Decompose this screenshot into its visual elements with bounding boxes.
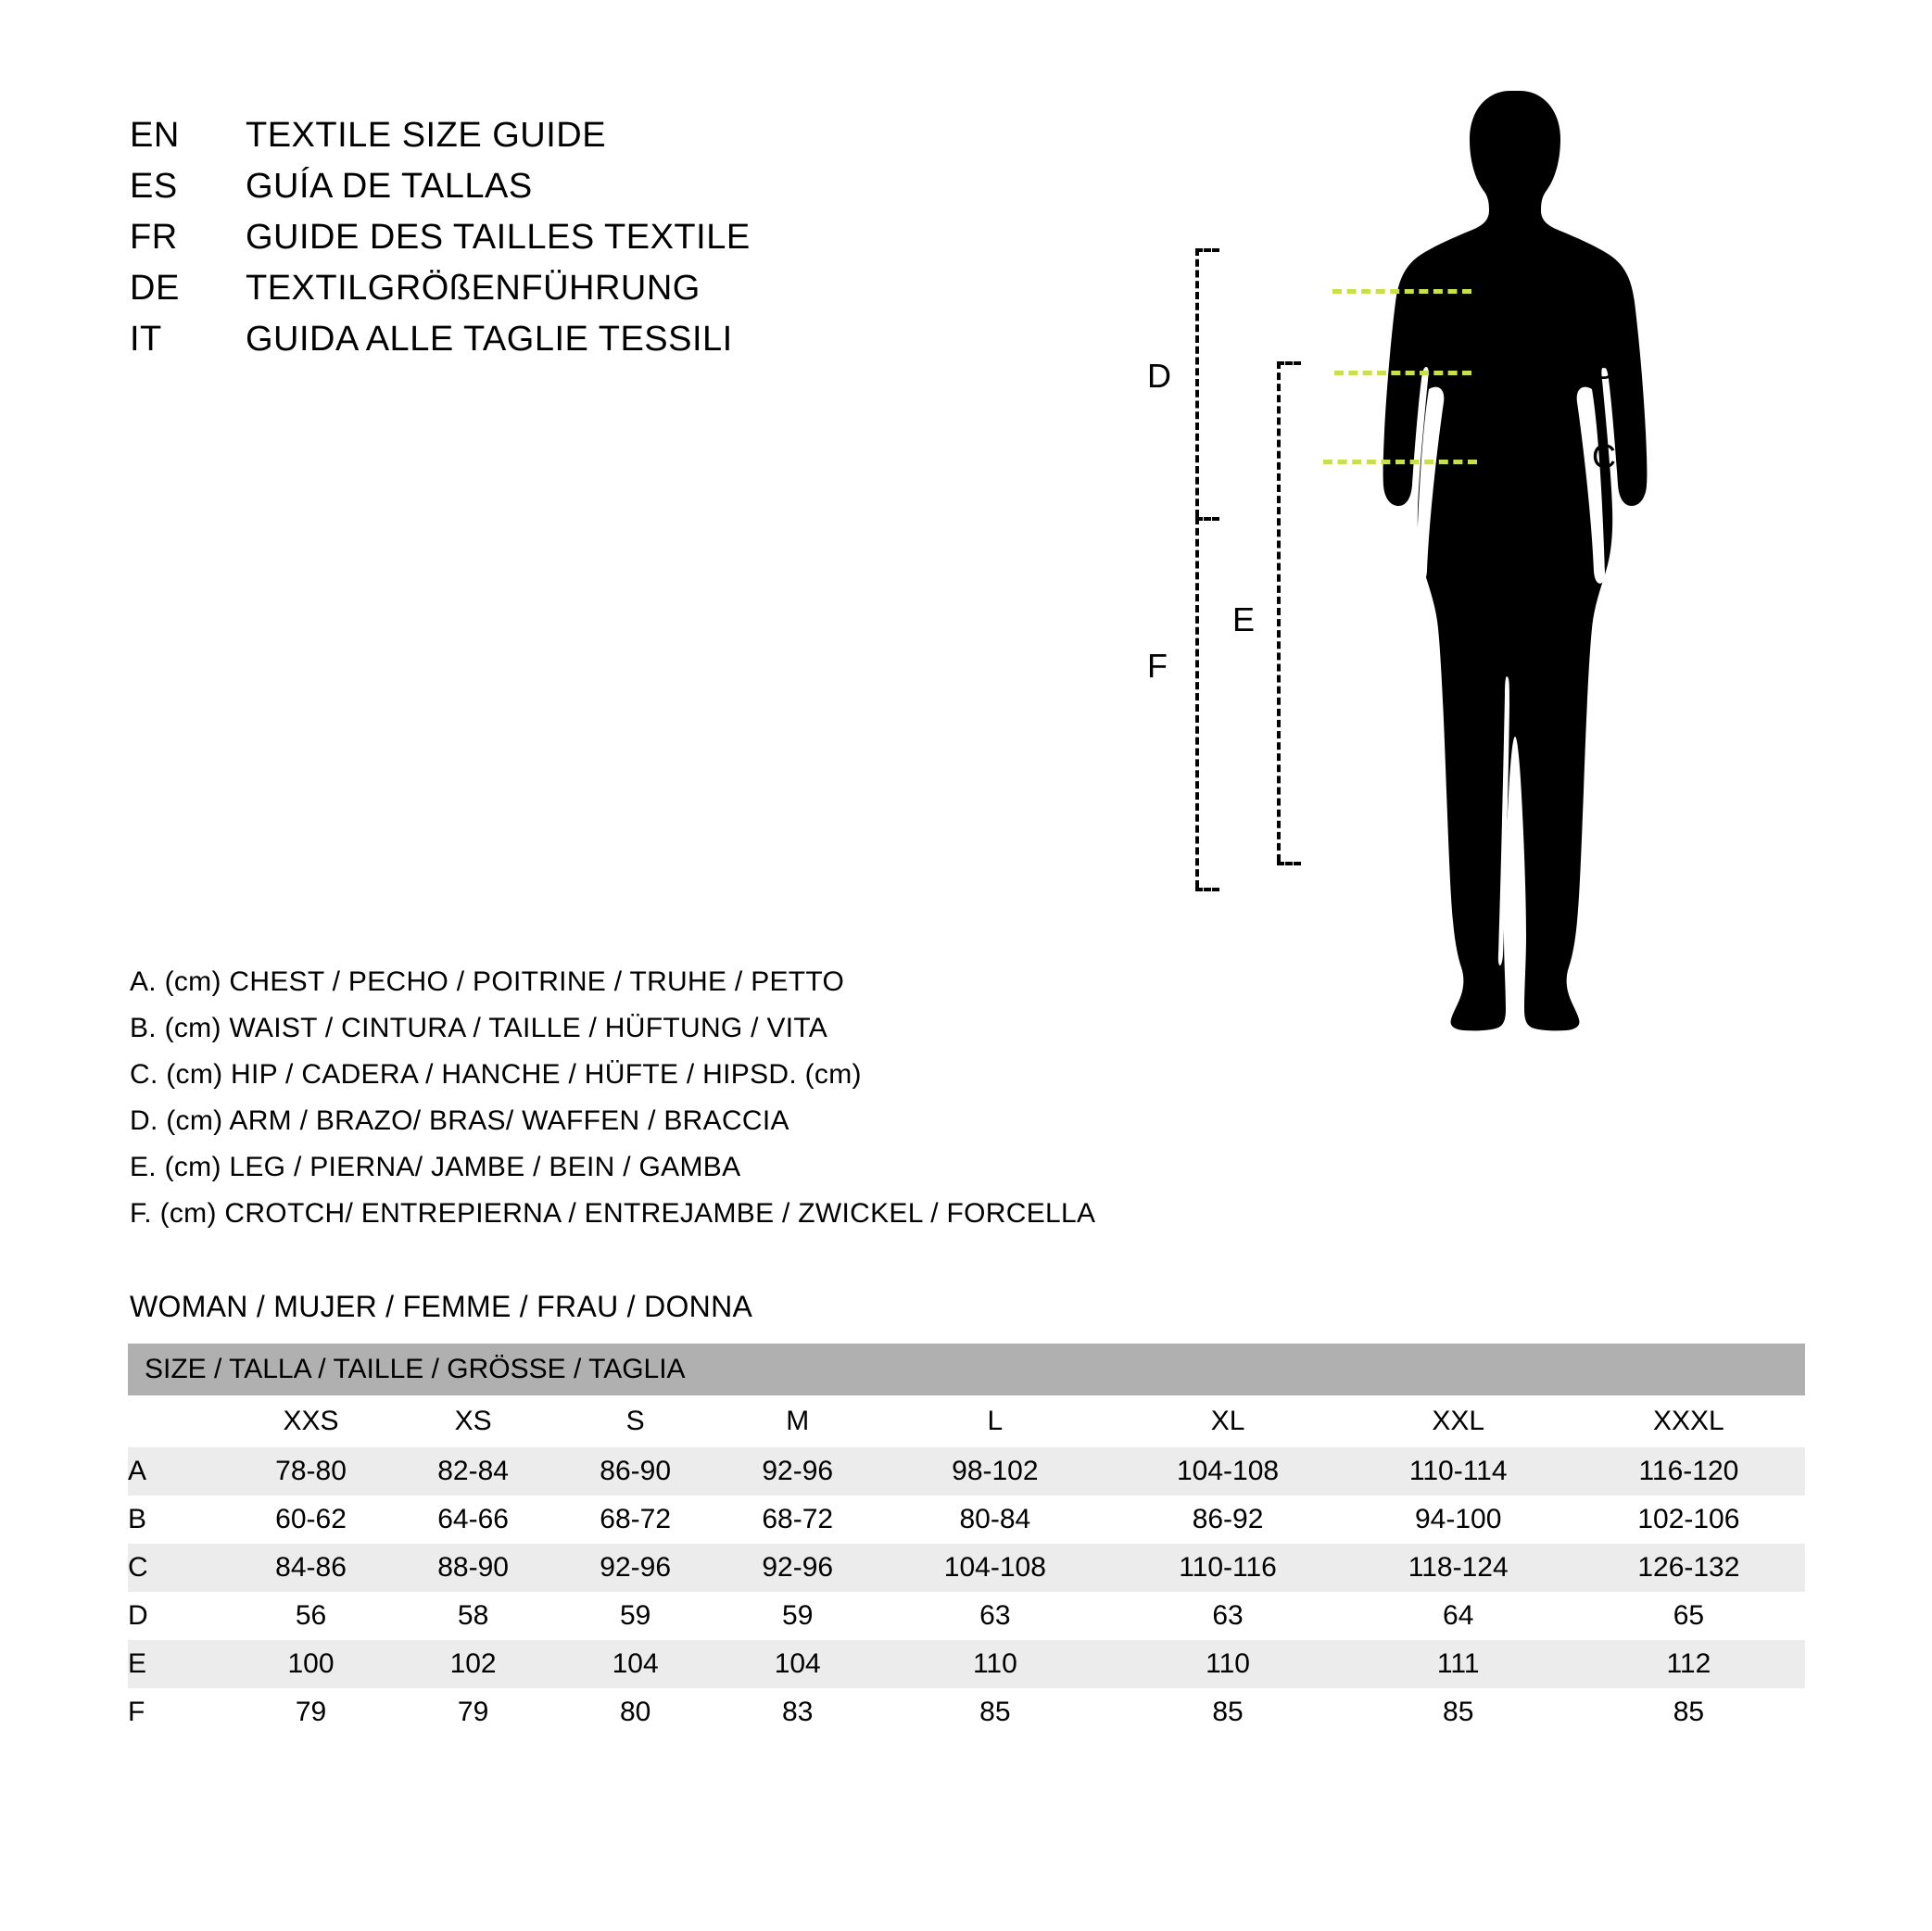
waist-measure-line	[1334, 371, 1471, 375]
language-row	[130, 269, 751, 320]
cell: 65	[1572, 1592, 1805, 1640]
cell: 58	[392, 1592, 554, 1640]
cell: 104	[716, 1640, 878, 1688]
legend-block	[130, 959, 1095, 1237]
cell: 118-124	[1345, 1544, 1572, 1592]
cell: 112	[1572, 1640, 1805, 1688]
table-sizes-row	[128, 1395, 1805, 1447]
cell: 63	[878, 1592, 1111, 1640]
cell: 80-84	[878, 1496, 1111, 1544]
cell: 84-86	[230, 1544, 392, 1592]
legend-item-f: F. (cm) CROTCH/ ENTREPIERNA / ENTREJAMBE / ZWICKEL / FORCELLA	[130, 1198, 1096, 1229]
cell: 110	[878, 1640, 1111, 1688]
cell: 116-120	[1572, 1447, 1805, 1496]
table-header-row	[128, 1344, 1805, 1395]
cell: 59	[716, 1592, 878, 1640]
language-title: GUÍA DE TALLAS	[246, 167, 533, 206]
hip-measure-line	[1323, 460, 1477, 464]
chest-measure-line	[1332, 289, 1471, 294]
cell: 110	[1111, 1640, 1344, 1688]
woman-silhouette-icon	[1371, 83, 1649, 1177]
cell: 94-100	[1345, 1496, 1572, 1544]
row-label-c: C	[128, 1544, 230, 1592]
cell: 111	[1345, 1640, 1572, 1688]
cell: 56	[230, 1592, 392, 1640]
language-title-block	[130, 116, 751, 371]
size-xxxl: XXXL	[1572, 1395, 1805, 1447]
language-code: IT	[130, 320, 162, 359]
table-row	[128, 1544, 1805, 1592]
table-row	[128, 1447, 1805, 1496]
crotch-bracket	[1195, 517, 1199, 888]
label-e: E	[1232, 600, 1256, 638]
group-title: WOMAN / MUJER / FEMME / FRAU / DONNA	[130, 1290, 753, 1323]
cell: 102	[392, 1640, 554, 1688]
cell: 63	[1111, 1592, 1344, 1640]
legend-item-b: B. (cm) WAIST / CINTURA / TAILLE / HÜFTUNG / VITA	[130, 1013, 828, 1043]
leg-bracket-cap-top	[1277, 361, 1301, 365]
size-m: M	[716, 1395, 878, 1447]
cell: 68-72	[716, 1496, 878, 1544]
row-label-b: B	[128, 1496, 230, 1544]
arm-bracket-cap-top	[1195, 248, 1219, 252]
cell: 80	[554, 1688, 716, 1736]
table-header-label: SIZE / TALLA / TAILLE / GRÖSSE / TAGLIA	[128, 1344, 1805, 1395]
size-xxs: XXS	[230, 1395, 392, 1447]
cell: 88-90	[392, 1544, 554, 1592]
label-c: C	[1592, 437, 1616, 475]
cell: 98-102	[878, 1447, 1111, 1496]
cell: 85	[1572, 1688, 1805, 1736]
cell: 68-72	[554, 1496, 716, 1544]
row-label-d: D	[128, 1592, 230, 1640]
language-code: DE	[130, 269, 180, 308]
cell: 79	[230, 1688, 392, 1736]
chest-tick-line	[1490, 289, 1573, 293]
language-code: FR	[130, 218, 178, 257]
cell: 78-80	[230, 1447, 392, 1496]
cell: 102-106	[1572, 1496, 1805, 1544]
cell: 104-108	[878, 1544, 1111, 1592]
cell: 85	[878, 1688, 1111, 1736]
cell: 92-96	[716, 1447, 878, 1496]
language-code: ES	[130, 167, 178, 206]
leg-bracket-cap-bottom	[1277, 862, 1301, 865]
size-xl: XL	[1111, 1395, 1344, 1447]
hip-tick-line	[1490, 460, 1573, 463]
row-label-e: E	[128, 1640, 230, 1688]
language-row	[130, 116, 751, 167]
table-row	[128, 1688, 1805, 1736]
language-title: GUIDA ALLE TAGLIE TESSILI	[246, 320, 733, 359]
size-l: L	[878, 1395, 1111, 1447]
cell: 82-84	[392, 1447, 554, 1496]
label-d: D	[1147, 357, 1171, 395]
cell: 64-66	[392, 1496, 554, 1544]
sizes-row-blank	[128, 1395, 230, 1447]
waist-tick-line	[1490, 371, 1573, 374]
measurement-diagram	[1140, 83, 1788, 1195]
language-row	[130, 167, 751, 218]
cell: 126-132	[1572, 1544, 1805, 1592]
size-xxl: XXL	[1345, 1395, 1572, 1447]
crotch-bracket-cap-bottom	[1195, 888, 1219, 891]
arm-bracket	[1195, 248, 1199, 517]
table-row	[128, 1496, 1805, 1544]
language-title: TEXTILGRÖßENFÜHRUNG	[246, 269, 701, 308]
row-label-f: F	[128, 1688, 230, 1736]
label-b: B	[1592, 348, 1615, 386]
cell: 79	[392, 1688, 554, 1736]
language-title: GUIDE DES TAILLES TEXTILE	[246, 218, 751, 257]
label-f: F	[1147, 647, 1168, 685]
cell: 64	[1345, 1592, 1572, 1640]
legend-item-d: D. (cm) ARM / BRAZO/ BRAS/ WAFFEN / BRACCIA	[130, 1105, 789, 1136]
cell: 100	[230, 1640, 392, 1688]
table-row	[128, 1592, 1805, 1640]
cell: 92-96	[554, 1544, 716, 1592]
row-label-a: A	[128, 1447, 230, 1496]
language-row	[130, 320, 751, 371]
language-row	[130, 218, 751, 269]
label-a: A	[1592, 267, 1615, 305]
size-table	[128, 1344, 1805, 1736]
cell: 104-108	[1111, 1447, 1344, 1496]
leg-bracket	[1277, 361, 1281, 862]
cell: 83	[716, 1688, 878, 1736]
cell: 59	[554, 1592, 716, 1640]
cell: 92-96	[716, 1544, 878, 1592]
cell: 85	[1111, 1688, 1344, 1736]
cell: 110-114	[1345, 1447, 1572, 1496]
cell: 110-116	[1111, 1544, 1344, 1592]
size-xs: XS	[392, 1395, 554, 1447]
cell: 60-62	[230, 1496, 392, 1544]
table-row	[128, 1640, 1805, 1688]
size-s: S	[554, 1395, 716, 1447]
cell: 85	[1345, 1688, 1572, 1736]
cell: 86-90	[554, 1447, 716, 1496]
legend-item-e: E. (cm) LEG / PIERNA/ JAMBE / BEIN / GAMBA	[130, 1152, 741, 1182]
cell: 104	[554, 1640, 716, 1688]
cell: 86-92	[1111, 1496, 1344, 1544]
language-code: EN	[130, 116, 180, 155]
legend-item-a: A. (cm) CHEST / PECHO / POITRINE / TRUHE / PETTO	[130, 966, 845, 997]
legend-item-c: C. (cm) HIP / CADERA / HANCHE / HÜFTE / HIPSD. (cm)	[130, 1059, 862, 1090]
language-title: TEXTILE SIZE GUIDE	[246, 116, 607, 155]
